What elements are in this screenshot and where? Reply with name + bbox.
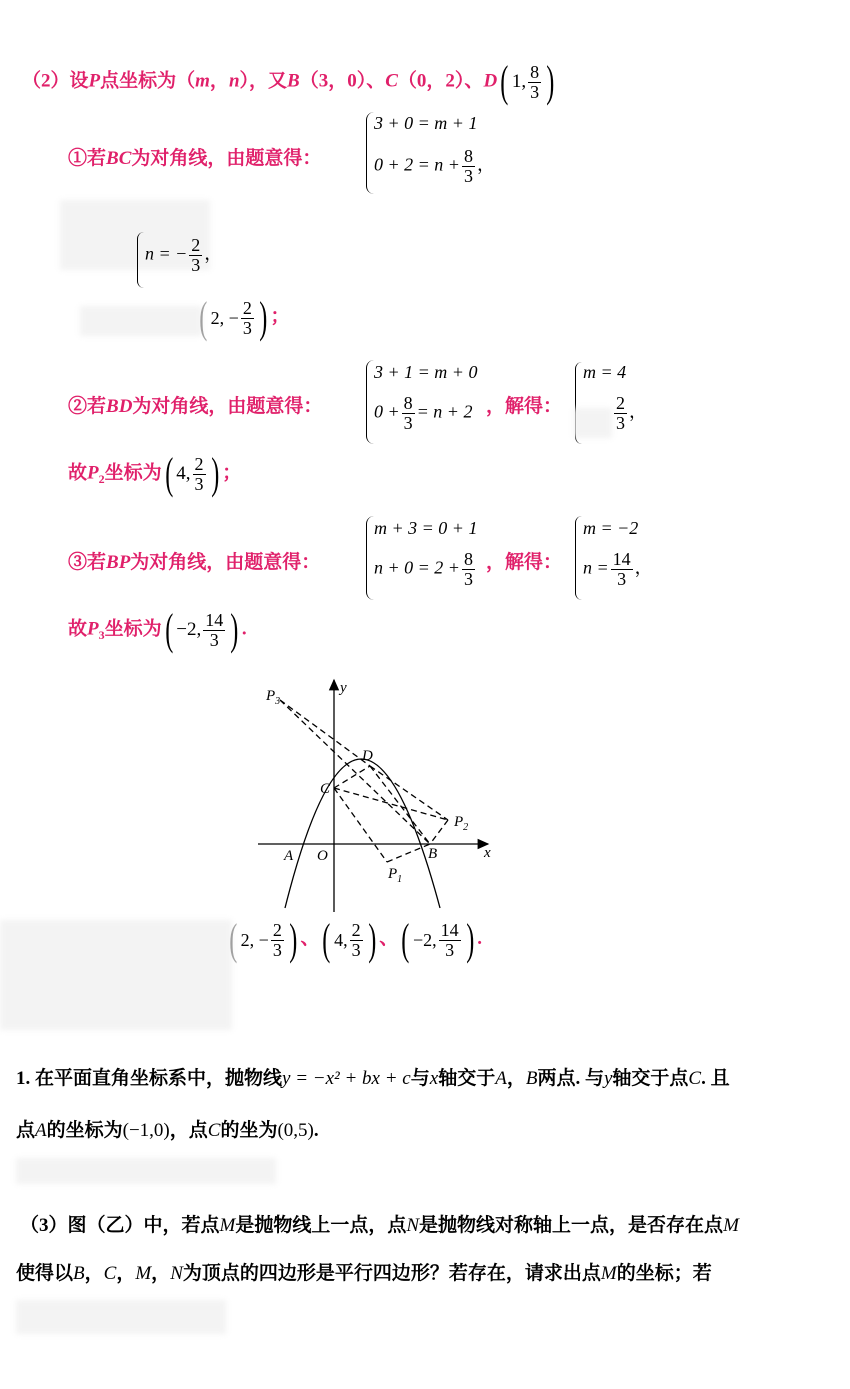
text: . 在平面直角坐标系中，抛物线 [25, 1068, 283, 1089]
text: 的坐标为 [46, 1120, 123, 1141]
case3-eq2 [374, 550, 477, 589]
coord-x: 2, − [210, 307, 239, 328]
comma: ， [84, 1263, 104, 1284]
coord-C: (0,5) [277, 1120, 314, 1141]
label-B: B [428, 846, 438, 862]
text: ， [506, 1068, 526, 1089]
coord-C: （0，2）、 [397, 70, 484, 92]
frac-num: 14 [440, 919, 459, 940]
case3-sol-brace [575, 516, 582, 600]
frac-num: 8 [403, 393, 413, 413]
point-P: P [88, 70, 101, 92]
point-C: C [688, 1068, 702, 1089]
heading-label: （2）设 [22, 70, 89, 92]
text: 点 [16, 1120, 36, 1141]
segment-P3-D [280, 700, 370, 766]
text: 的坐标；若 [616, 1263, 712, 1284]
text: . 且 [701, 1068, 730, 1089]
label-A: A [284, 848, 294, 864]
comma: ， [209, 70, 229, 92]
var-m: m [195, 70, 210, 92]
text: 与 [410, 1068, 430, 1089]
point-M: M [219, 1215, 236, 1236]
label-P2: $P_2$ [454, 814, 469, 833]
text: . [313, 1120, 319, 1141]
point-N: N [406, 1215, 420, 1236]
point-C: C [207, 1120, 221, 1141]
semicolon: ； [270, 306, 290, 328]
coord-label: 坐标为 [104, 618, 162, 640]
separator: 、 [300, 928, 320, 950]
blurred-area [80, 306, 202, 336]
case1-prefix: ①若 [68, 148, 107, 169]
frac-num: 8 [463, 549, 473, 569]
frac-num: 2 [272, 919, 282, 940]
case1-diagonal: BC [106, 148, 132, 169]
text: ，点 [169, 1120, 208, 1141]
segment-P2-B [430, 820, 448, 844]
segment-D-P2 [370, 766, 448, 820]
function-expr: y = −x² + bx + c [282, 1068, 411, 1089]
frac-den: 3 [403, 412, 413, 433]
frac-den: 3 [272, 939, 282, 960]
frac-num: 2 [191, 235, 201, 255]
case2-solved-label: ，解得： [486, 396, 563, 417]
point-A: A [495, 1068, 507, 1089]
point-A: A [35, 1120, 47, 1141]
heading-text-2: ），又 [239, 70, 288, 92]
case2-sol1: m = 4 [583, 362, 627, 382]
text: 轴交于点 [612, 1068, 689, 1089]
frac-num: 8 [530, 61, 540, 82]
heading-text: 点坐标为（ [100, 70, 196, 92]
case3-text: 为对角线，由题意得： [130, 552, 321, 573]
text: 的坐为 [220, 1120, 278, 1141]
frac-den: 3 [445, 939, 455, 960]
point-B: B [287, 70, 300, 92]
part2-heading [22, 57, 558, 106]
answer-line: ( 2, − $\frac{2}{3}$ ) 、 ( 4, $\frac{2}{3}$ ) 、 ( −2, $\frac{14}{3}$ ) . [229, 915, 483, 964]
case2-label [68, 391, 322, 418]
segment-C-P1 [334, 788, 387, 862]
frac-num: 2 [616, 393, 625, 413]
text: 使得以 [16, 1263, 74, 1284]
frac-den: 3 [463, 568, 473, 589]
ans-b-x: 4, [334, 929, 348, 950]
label-O: O [317, 848, 328, 864]
case3-sol1: m = −2 [583, 518, 639, 538]
point-C: C [385, 70, 398, 92]
eq2-text-a: 0 + [374, 401, 400, 422]
blurred-area [16, 1158, 276, 1184]
frac-num: 8 [463, 146, 473, 166]
point-B: B [73, 1263, 85, 1284]
label-y: y [340, 680, 347, 696]
blurred-area [0, 920, 232, 1030]
text: 两点. 与 [537, 1068, 604, 1089]
blurred-area [16, 1300, 226, 1334]
frac-num: 2 [351, 919, 361, 940]
problem1-line2 [16, 1115, 319, 1142]
case3-label [68, 547, 320, 574]
coord-x: −2, [176, 619, 202, 640]
frac-den: 3 [194, 473, 204, 494]
coord-D-x: 1, [511, 71, 527, 92]
coord-B: （3，0）、 [299, 70, 386, 92]
comma: ， [204, 243, 223, 264]
comma: ， [476, 154, 495, 175]
case3-eq1: m + 3 = 0 + 1 [374, 518, 478, 538]
case1-text: 为对角线，由题意得： [131, 148, 322, 169]
text: 轴交于 [438, 1068, 496, 1089]
eq2-text: n + 0 = 2 + [374, 557, 460, 578]
P-sub: 3 [98, 628, 105, 643]
sol-n: n = − [145, 243, 188, 264]
coord-x: 4, [176, 463, 191, 484]
segment-P3-B [280, 700, 430, 844]
point-N: N [170, 1263, 183, 1284]
gu: 故 [68, 462, 88, 484]
coord-label: 坐标为 [104, 462, 162, 484]
eq2-text: 0 + 2 = n + [374, 154, 460, 175]
case1-solution [145, 236, 222, 275]
label-C: C [320, 781, 331, 797]
parabola-curve [285, 759, 440, 908]
frac-num: 2 [194, 453, 204, 474]
frac-den: 3 [351, 939, 361, 960]
semicolon: ； [222, 462, 242, 484]
case2-result: 故$P_2$坐标为 ( 4, $\frac{2}{3}$ ) ； [68, 449, 242, 498]
case2-diagonal: BD [106, 396, 133, 417]
problem-number: 1 [16, 1068, 26, 1089]
point-M: M [723, 1215, 739, 1236]
text: 是抛物线对称轴上一点，是否存在点 [419, 1215, 724, 1236]
P-sub: 2 [98, 472, 105, 487]
comma: ， [629, 401, 647, 422]
case1-eq1: 3 + 0 = m + 1 [374, 113, 478, 133]
label-D: D [362, 748, 373, 764]
period: . [477, 928, 483, 950]
case3-diagonal: BP [106, 552, 131, 573]
text: 为顶点的四边形是平行四边形？若存在，请求出点 [182, 1263, 601, 1284]
gu: 故 [68, 618, 88, 640]
frac-den: 3 [191, 254, 201, 275]
case2-sol2 [612, 394, 647, 433]
case3-prefix: ③若 [68, 552, 107, 573]
ans-a-x: 2, − [240, 929, 269, 950]
blurred-area [574, 408, 612, 438]
parabola-figure [250, 670, 510, 920]
frac-num: 14 [205, 609, 224, 630]
var-y: y [603, 1068, 613, 1089]
label-P1: $P_1$ [388, 866, 403, 885]
frac-den: 3 [617, 568, 627, 589]
case2-eq1: 3 + 1 = m + 0 [374, 362, 478, 382]
eq2-text-b: = n + 2 [416, 401, 473, 422]
frac-den: 3 [463, 165, 473, 186]
frac-den: 3 [530, 81, 540, 102]
comma: ， [151, 1263, 171, 1284]
case1-eq2 [374, 147, 495, 186]
label-x: x [484, 845, 491, 861]
point-M: M [135, 1263, 152, 1284]
point-M: M [600, 1263, 617, 1284]
frac-num: 14 [612, 549, 631, 569]
case1-coordinate: ( 2, − $\frac{2}{3}$ ) ； [199, 293, 290, 342]
text: （3）图（乙）中，若点 [20, 1215, 220, 1236]
sol2-text: n = [583, 557, 609, 578]
point-B: B [525, 1068, 538, 1089]
var-n: n [228, 70, 240, 92]
point-C: C [103, 1263, 117, 1284]
case1-label [68, 143, 321, 170]
point-D: D [483, 70, 498, 92]
separator: 、 [379, 928, 399, 950]
case2-prefix: ②若 [68, 396, 107, 417]
P-name: P [87, 618, 99, 640]
coord-D: ( 1, $\frac{8}{3}$ ) [500, 57, 555, 106]
part3-line1 [20, 1210, 739, 1237]
period: . [241, 618, 247, 640]
segment-C-D [334, 766, 370, 788]
case2-text: 为对角线，由题意得： [132, 396, 323, 417]
frac-num: 2 [242, 297, 252, 318]
case3-result: 故$P_3$坐标为 ( −2, $\frac{14}{3}$ ) . [68, 605, 247, 654]
frac-den: 3 [209, 629, 219, 650]
segment-D-B [370, 766, 430, 844]
case1-sol-brace [137, 232, 144, 288]
frac-den: 3 [242, 317, 252, 338]
coord-A: (−1,0) [122, 1120, 170, 1141]
text: 是抛物线上一点，点 [235, 1215, 407, 1236]
label-P3: $P_3$ [266, 688, 281, 707]
comma: ， [634, 557, 653, 578]
case3-solved-label: ，解得： [486, 552, 563, 573]
ans-c-x: −2, [412, 929, 437, 950]
part3-line2 [16, 1258, 712, 1285]
case3-sol2 [583, 550, 653, 589]
var-x: x [429, 1068, 439, 1089]
case2-eq2 [374, 394, 472, 433]
P-name: P [87, 462, 99, 484]
frac-den: 3 [616, 412, 625, 433]
problem1-line1 [16, 1063, 730, 1090]
comma: ， [116, 1263, 136, 1284]
